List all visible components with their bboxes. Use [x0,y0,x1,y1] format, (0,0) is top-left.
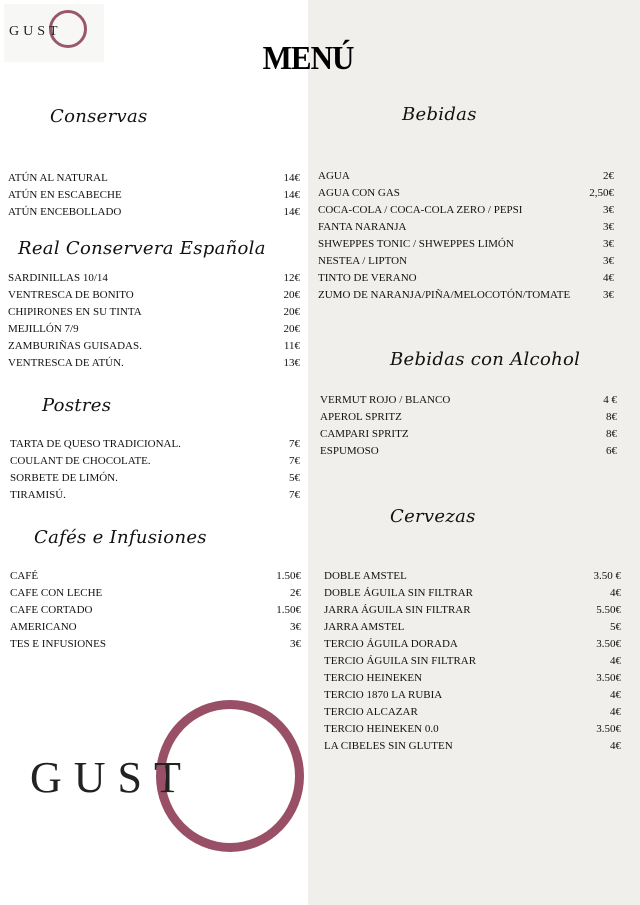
menu-item-price: 5.50€ [596,604,621,616]
menu-item-price: 4€ [610,689,621,701]
menu-item [10,470,300,487]
menu-item [324,653,621,670]
menu-item-price: 7€ [289,455,300,467]
list-cervezas [324,568,621,755]
menu-item-name: AGUA CON GAS [318,187,400,199]
menu-item [10,619,301,636]
menu-item [8,304,300,321]
menu-item-price: 5€ [289,472,300,484]
menu-item-name: CAFE CORTADO [10,604,93,616]
menu-item-name: VENTRESCA DE BONITO [8,289,134,301]
list-real-conservera [8,270,300,372]
menu-item-name: DOBLE ÁGUILA SIN FILTRAR [324,587,474,599]
menu-item-price: 4€ [603,272,614,284]
menu-item [318,185,614,202]
menu-item-name: SARDINILLAS 10/14 [8,272,108,284]
menu-item-price: 7€ [289,489,300,501]
menu-item-name: CAFÉ [10,570,39,582]
menu-item-name: CAFE CON LECHE [10,587,103,599]
menu-item-name: ZAMBURIÑAS GUISADAS. [8,340,142,352]
menu-item-price: 4€ [610,655,621,667]
menu-item [318,270,614,287]
menu-item-price: 4€ [610,740,621,752]
menu-item-price: 6€ [606,445,617,457]
menu-item-name: TIRAMISÚ. [10,489,66,501]
menu-item-price: 7€ [289,438,300,450]
menu-item-price: 5€ [610,621,621,633]
menu-item [324,704,621,721]
menu-item-name: JARRA ÁGUILA SIN FILTRAR [324,604,471,616]
heading-bebidas: Bebidas [402,104,477,125]
menu-item-price: 11€ [283,340,300,352]
heading-bebidas-alcohol: Bebidas con Alcohol [390,349,581,370]
menu-item [318,219,614,236]
menu-item-name: SHWEPPES TONIC / SHWEPPES LIMÓN [318,238,514,250]
menu-item [318,236,614,253]
menu-item-name: FANTA NARANJA [318,221,407,233]
menu-item-price: 4€ [610,587,621,599]
menu-item [324,738,621,755]
menu-item [324,721,621,738]
menu-item [8,187,300,204]
menu-item-price: 2€ [290,587,301,599]
menu-item-price: 13€ [283,357,300,369]
menu-item [8,287,300,304]
menu-item [318,287,614,304]
menu-item-price: 8€ [606,428,617,440]
menu-item-name: COCA-COLA / COCA-COLA ZERO / PEPSI [318,204,523,216]
menu-item [324,602,621,619]
menu-item-price: 12€ [283,272,300,284]
menu-item-name: TERCIO ALCAZAR [324,706,418,718]
menu-item-price: 2€ [603,170,614,182]
menu-item [10,487,300,504]
menu-item-price: 4€ [610,706,621,718]
menu-item-name: TARTA DE QUESO TRADICIONAL. [10,438,181,450]
menu-item [318,202,614,219]
menu-item-price: 20€ [283,289,300,301]
menu-item-name: LA CIBELES SIN GLUTEN [324,740,453,752]
menu-item [320,443,617,460]
menu-item-name: TERCIO 1870 LA RUBIA [324,689,443,701]
menu-item-price: 3€ [603,255,614,267]
menu-item [8,321,300,338]
menu-item-price: 3€ [603,221,614,233]
menu-item-name: ATÚN ENCEBOLLADO [8,206,122,218]
menu-title: MENÚ [262,38,354,77]
menu-item-price: 3€ [603,289,614,301]
menu-item [324,585,621,602]
menu-item [10,636,301,653]
menu-item-name: TERCIO HEINEKEN [324,672,423,684]
menu-item [8,204,300,221]
menu-item-price: 14€ [283,172,300,184]
menu-item [10,568,301,585]
menu-item-price: 3€ [290,638,301,650]
menu-item-name: TES E INFUSIONES [10,638,106,650]
menu-item-name: ZUMO DE NARANJA/PIÑA/MELOCOTÓN/TOMATE [318,289,571,301]
menu-item-price: 4 € [603,394,617,406]
menu-item [10,602,301,619]
menu-item-name: TERCIO ÁGUILA DORADA [324,638,458,650]
heading-conservas: Conservas [50,106,148,127]
menu-item-price: 14€ [283,206,300,218]
list-cafes [10,568,301,653]
menu-item-name: CAMPARI SPRITZ [320,428,409,440]
menu-item-price: 3.50€ [596,638,621,650]
menu-item [320,409,617,426]
menu-item-name: SORBETE DE LIMÓN. [10,472,118,484]
menu-item [324,687,621,704]
menu-item [320,392,617,409]
menu-item-name: CHIPIRONES EN SU TINTA [8,306,142,318]
heading-cervezas: Cervezas [390,506,476,527]
menu-item [318,168,614,185]
menu-item-price: 3.50 € [593,570,621,582]
menu-item [320,426,617,443]
menu-item-name: APEROL SPRITZ [320,411,402,423]
menu-item-price: 2,50€ [589,187,614,199]
menu-item-name: ATÚN EN ESCABECHE [8,189,122,201]
list-bebidas [318,168,614,304]
menu-item-name: DOBLE AMSTEL [324,570,407,582]
list-bebidas-alcohol [320,392,617,460]
menu-item-price: 8€ [606,411,617,423]
menu-item [8,170,300,187]
heading-postres: Postres [42,395,112,416]
menu-item-price: 3.50€ [596,672,621,684]
menu-item-price: 1.50€ [276,570,301,582]
menu-item [8,270,300,287]
menu-item [318,253,614,270]
menu-item [10,585,301,602]
menu-item-name: TERCIO HEINEKEN 0.0 [324,723,439,735]
menu-item-name: VENTRESCA DE ATÚN. [8,357,124,369]
menu-item [10,453,300,470]
list-postres [10,436,300,504]
list-conservas [8,170,300,221]
menu-item [324,636,621,653]
gust-logo-large [20,700,290,860]
menu-item-price: 20€ [283,306,300,318]
menu-item-name: TERCIO ÁGUILA SIN FILTRAR [324,655,477,667]
logo-large-text: GUST [30,753,193,802]
menu-item [8,355,300,372]
menu-item-name: MEJILLÓN 7/9 [8,323,79,335]
menu-item [324,619,621,636]
menu-item-name: AGUA [318,170,350,182]
menu-item [324,670,621,687]
menu-item-name: ATÚN AL NATURAL [8,172,108,184]
menu-item-price: 3€ [603,204,614,216]
heading-real-conservera: Real Conservera Española [18,238,266,259]
menu-item-price: 1.50€ [276,604,301,616]
heading-cafes: Cafés e Infusiones [34,527,207,548]
menu-item-price: 3€ [290,621,301,633]
menu-item [10,436,300,453]
menu-item-price: 3.50€ [596,723,621,735]
menu-item [8,338,300,355]
menu-item-name: VERMUT ROJO / BLANCO [320,394,451,406]
menu-item-name: TINTO DE VERANO [318,272,417,284]
menu-item [324,568,621,585]
menu-item-price: 14€ [283,189,300,201]
menu-item-name: AMERICANO [10,621,77,633]
menu-item-name: COULANT DE CHOCOLATE. [10,455,151,467]
menu-item-name: NESTEA / LIPTON [318,255,408,267]
menu-item-price: 3€ [603,238,614,250]
menu-item-name: JARRA AMSTEL [324,621,405,633]
menu-item-name: ESPUMOSO [320,445,379,457]
logo-small-text: GUST [9,24,62,39]
menu-item-price: 20€ [283,323,300,335]
